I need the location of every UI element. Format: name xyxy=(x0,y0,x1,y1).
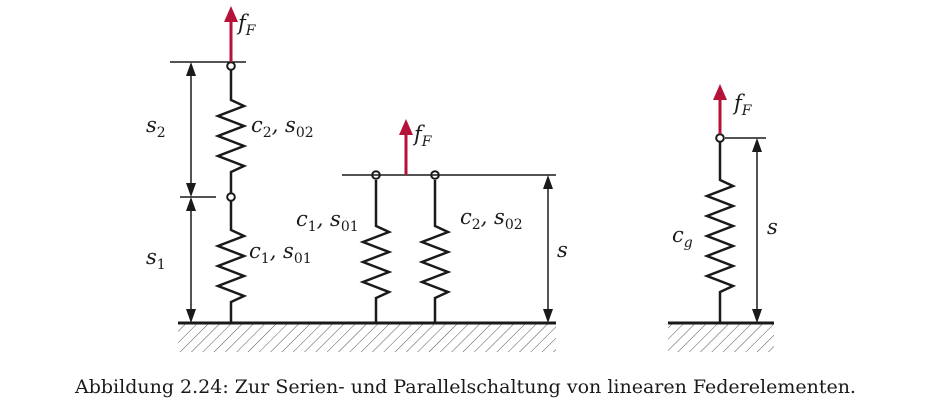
spring-c2-label: $c_2$, $s_{02}$ xyxy=(460,205,523,233)
dim-s1-arrow-down xyxy=(186,309,196,323)
dim-s1-label: $s_1$ xyxy=(146,245,166,273)
force-label: $f_F$ xyxy=(414,122,432,150)
force-arrow-head xyxy=(713,84,727,100)
force-label: $f_F$ xyxy=(238,11,256,39)
equivalent-arrangement xyxy=(668,84,778,352)
spring-parallel-c2 xyxy=(422,180,448,323)
parallel-arrangement xyxy=(296,119,568,323)
force-label: $f_F$ xyxy=(734,91,752,119)
ground-hatch xyxy=(178,324,556,352)
top-node xyxy=(227,62,235,70)
dim-s-arrow-down xyxy=(752,309,762,323)
dim-s-arrow-up xyxy=(752,138,762,152)
dim-s2-label: $s_2$ xyxy=(146,113,166,141)
spring-c2-label: $c_2$, $s_{02}$ xyxy=(251,113,314,141)
force-arrow-head xyxy=(399,119,413,135)
spring-parallel-c1 xyxy=(363,180,389,323)
force-arrow-head xyxy=(224,6,238,22)
series-arrangement xyxy=(146,6,556,352)
equivalent-node xyxy=(716,134,724,142)
dim-s1-arrow-up xyxy=(186,197,196,211)
spring-c1 xyxy=(218,201,244,323)
figure-caption: Abbildung 2.24: Zur Serien- und Parallelschaltung von linearen Federelementen. xyxy=(75,376,856,398)
dim-s-arrow-up xyxy=(543,175,553,189)
joint-node xyxy=(227,193,235,201)
ground-hatch xyxy=(668,324,774,352)
dim-s2-arrow-up xyxy=(186,62,196,76)
spring-cg-label: $c_g$ xyxy=(672,223,693,251)
dim-s-arrow-down xyxy=(543,309,553,323)
spring-c1-label: $c_1$, $s_{01}$ xyxy=(296,207,359,235)
spring-cg xyxy=(707,142,733,323)
spring-c2 xyxy=(218,70,244,193)
dim-s2-arrow-down xyxy=(186,183,196,197)
spring-c1-label: $c_1$, $s_{01}$ xyxy=(249,239,312,267)
dim-s-label: s xyxy=(767,215,778,239)
dim-s-label: s xyxy=(557,238,568,262)
